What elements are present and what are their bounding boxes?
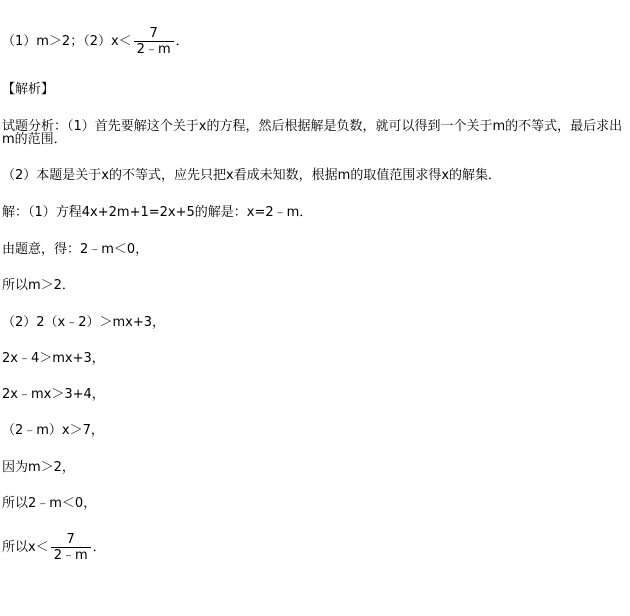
solution-step: （2）2（x﹣2）＞mx+3， <box>2 315 166 330</box>
solution-step: 所以m＞2． <box>2 278 75 293</box>
solution-step: 因为m＞2， <box>2 460 75 475</box>
answer-text: （1）m＞2；（2）x＜ <box>2 34 132 49</box>
analysis-heading: 【解析】 <box>2 82 55 97</box>
final-answer-line <box>2 532 106 563</box>
solution-step: （2﹣m）x＞7， <box>2 423 104 438</box>
answer-tail: ． <box>175 34 189 49</box>
final-fraction <box>51 532 91 563</box>
answer-fraction-numerator: 7 <box>134 26 174 42</box>
answer-fraction <box>134 26 174 57</box>
solution-step: 2x﹣4＞mx+3， <box>2 351 105 366</box>
analysis-paragraph-1: 试题分析：（1）首先要解这个关于x的方程，然后根据解是负数，就可以得到一个关于m的不等式，最后求出m的范围． <box>2 119 623 147</box>
solution-step: 解：（1）方程4x+2m+1=2x+5的解是：x=2﹣m． <box>2 205 313 220</box>
final-answer-text: 所以x＜ <box>2 540 49 555</box>
solution-step: 由题意，得：2﹣m＜0， <box>2 242 149 257</box>
final-fraction-denominator: 2﹣m <box>53 548 88 563</box>
final-fraction-numerator: 7 <box>51 532 91 548</box>
solution-step: 2x﹣mx＞3+4， <box>2 387 105 402</box>
analysis-paragraph-2: （2）本题是关于x的不等式，应先只把x看成未知数，根据m的取值范围求得x的解集． <box>2 168 502 183</box>
answer-fraction-denominator: 2﹣m <box>136 42 171 57</box>
final-answer-tail: ． <box>92 540 106 555</box>
solution-step: 所以2﹣m＜0， <box>2 496 97 511</box>
answer-line <box>2 26 189 57</box>
